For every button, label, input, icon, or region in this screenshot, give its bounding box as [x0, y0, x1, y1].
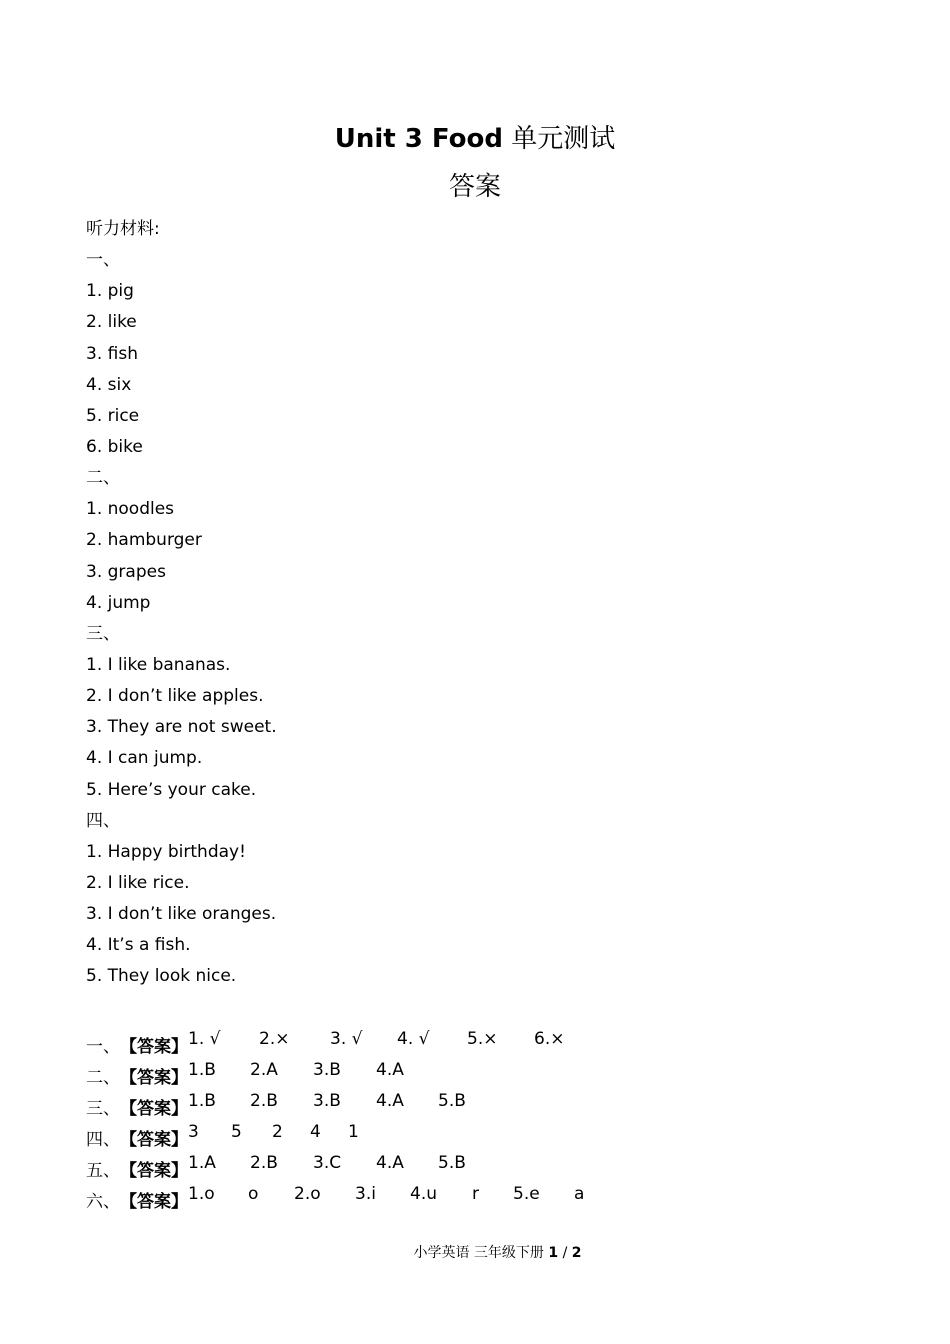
title-english: Unit 3 Food: [334, 124, 503, 154]
listening-line: 1. Happy birthday!: [86, 841, 246, 862]
answer-row: [86, 1150, 906, 1181]
listening-line: 3. grapes: [86, 561, 166, 582]
listening-line: 4. six: [86, 374, 132, 395]
answer-section-number: 五、: [86, 1161, 120, 1182]
listening-line: 一、: [86, 250, 120, 271]
answer-item: 5.×: [467, 1029, 498, 1049]
answer-item: 5.B: [438, 1091, 466, 1112]
page-subtitle: 答案: [448, 172, 501, 202]
footer-text: 小学英语 三年级下册: [413, 1245, 544, 1261]
footer-separator: /: [562, 1245, 568, 1261]
listening-line: 5. Here’s your cake.: [86, 779, 257, 800]
answer-item: 4.A: [376, 1060, 404, 1081]
answer-tag: 【答案】: [120, 1161, 188, 1182]
listening-line: 3. They are not sweet.: [86, 717, 277, 738]
listening-line: 3. I don’t like oranges.: [86, 904, 277, 925]
answer-tag: 【答案】: [120, 1099, 188, 1120]
answer-section-number: 三、: [86, 1099, 120, 1120]
answer-items: [188, 1181, 648, 1207]
answer-tag: 【答案】: [120, 1068, 188, 1089]
answer-item: 2: [272, 1122, 283, 1143]
answer-item: 3.B: [313, 1060, 341, 1081]
answer-item: 1. √: [188, 1029, 221, 1049]
answer-items: [188, 1119, 648, 1145]
listening-line: 三、: [86, 623, 120, 644]
answer-item: 2.B: [250, 1153, 278, 1174]
answer-row: [86, 1088, 906, 1119]
answer-item: 4.A: [376, 1153, 404, 1174]
answer-item: o: [248, 1184, 259, 1205]
listening-line: 1. noodles: [86, 499, 175, 520]
listening-line: 四、: [86, 810, 120, 831]
listening-line: 5. They look nice.: [86, 966, 237, 987]
answer-item: 5: [231, 1122, 242, 1143]
answer-item: 2.B: [250, 1091, 278, 1112]
page-footer: [0, 1243, 950, 1263]
answer-items: [188, 1057, 648, 1083]
answer-item: 3: [188, 1122, 199, 1143]
listening-line: 2. I don’t like apples.: [86, 686, 264, 707]
listening-line: 4. It’s a fish.: [86, 935, 191, 956]
answer-item: 4. √: [397, 1029, 430, 1049]
listening-line: 3. fish: [86, 343, 138, 364]
answer-item: 2.A: [250, 1060, 278, 1081]
answer-item: 3.C: [313, 1153, 342, 1174]
listening-line: 6. bike: [86, 436, 143, 457]
answer-section-number: 一、: [86, 1037, 120, 1057]
answer-tag: 【答案】: [120, 1037, 188, 1057]
listening-heading: 听力材料:: [86, 219, 160, 239]
answer-row: [86, 1057, 906, 1088]
answer-item: 1.B: [188, 1060, 216, 1081]
listening-line: 2. hamburger: [86, 530, 202, 551]
answer-item: 1.A: [188, 1153, 216, 1174]
answer-item: a: [574, 1184, 585, 1205]
answer-item: 2.×: [259, 1029, 290, 1049]
answer-item: 2.o: [294, 1184, 321, 1205]
answer-items: [188, 1026, 648, 1052]
answer-item: 5.e: [513, 1184, 540, 1205]
answer-row: [86, 1119, 906, 1150]
listening-line: 4. I can jump.: [86, 748, 203, 769]
answer-section-number: 四、: [86, 1130, 120, 1151]
footer-page-total: 2: [571, 1245, 582, 1261]
answer-item: 6.×: [534, 1029, 565, 1049]
answer-item: r: [472, 1184, 479, 1205]
listening-line: 5. rice: [86, 405, 140, 426]
listening-line: 4. jump: [86, 592, 151, 613]
listening-line: 2. I like rice.: [86, 872, 190, 893]
answer-item: 3. √: [330, 1029, 363, 1049]
answer-row: [86, 1181, 906, 1212]
answer-item: 3.B: [313, 1091, 341, 1112]
page-title: [0, 121, 950, 157]
answer-item: 1: [348, 1122, 359, 1143]
answer-key: [86, 1026, 906, 1213]
listening-line: 1. I like bananas.: [86, 654, 231, 675]
answer-item: 5.B: [438, 1153, 466, 1174]
listening-line: 2. like: [86, 312, 137, 333]
title-chinese: 单元测试: [511, 124, 616, 154]
answer-items: [188, 1088, 648, 1114]
answer-tag: 【答案】: [120, 1192, 188, 1213]
listening-line: 二、: [86, 468, 120, 489]
answer-item: 1.o: [188, 1184, 215, 1205]
listening-line: 1. pig: [86, 281, 134, 302]
answer-item: 1.B: [188, 1091, 216, 1112]
answer-item: 4.u: [410, 1184, 437, 1205]
answer-tag: 【答案】: [120, 1130, 188, 1151]
answer-item: 4: [310, 1122, 321, 1143]
listening-material: [86, 216, 886, 995]
answer-item: 4.A: [376, 1091, 404, 1112]
answer-section-number: 二、: [86, 1068, 120, 1089]
answer-section-number: 六、: [86, 1192, 120, 1213]
answer-row: [86, 1026, 906, 1057]
answer-item: 3.i: [355, 1184, 376, 1205]
answer-items: [188, 1150, 648, 1176]
footer-page-number: 1: [548, 1245, 559, 1261]
